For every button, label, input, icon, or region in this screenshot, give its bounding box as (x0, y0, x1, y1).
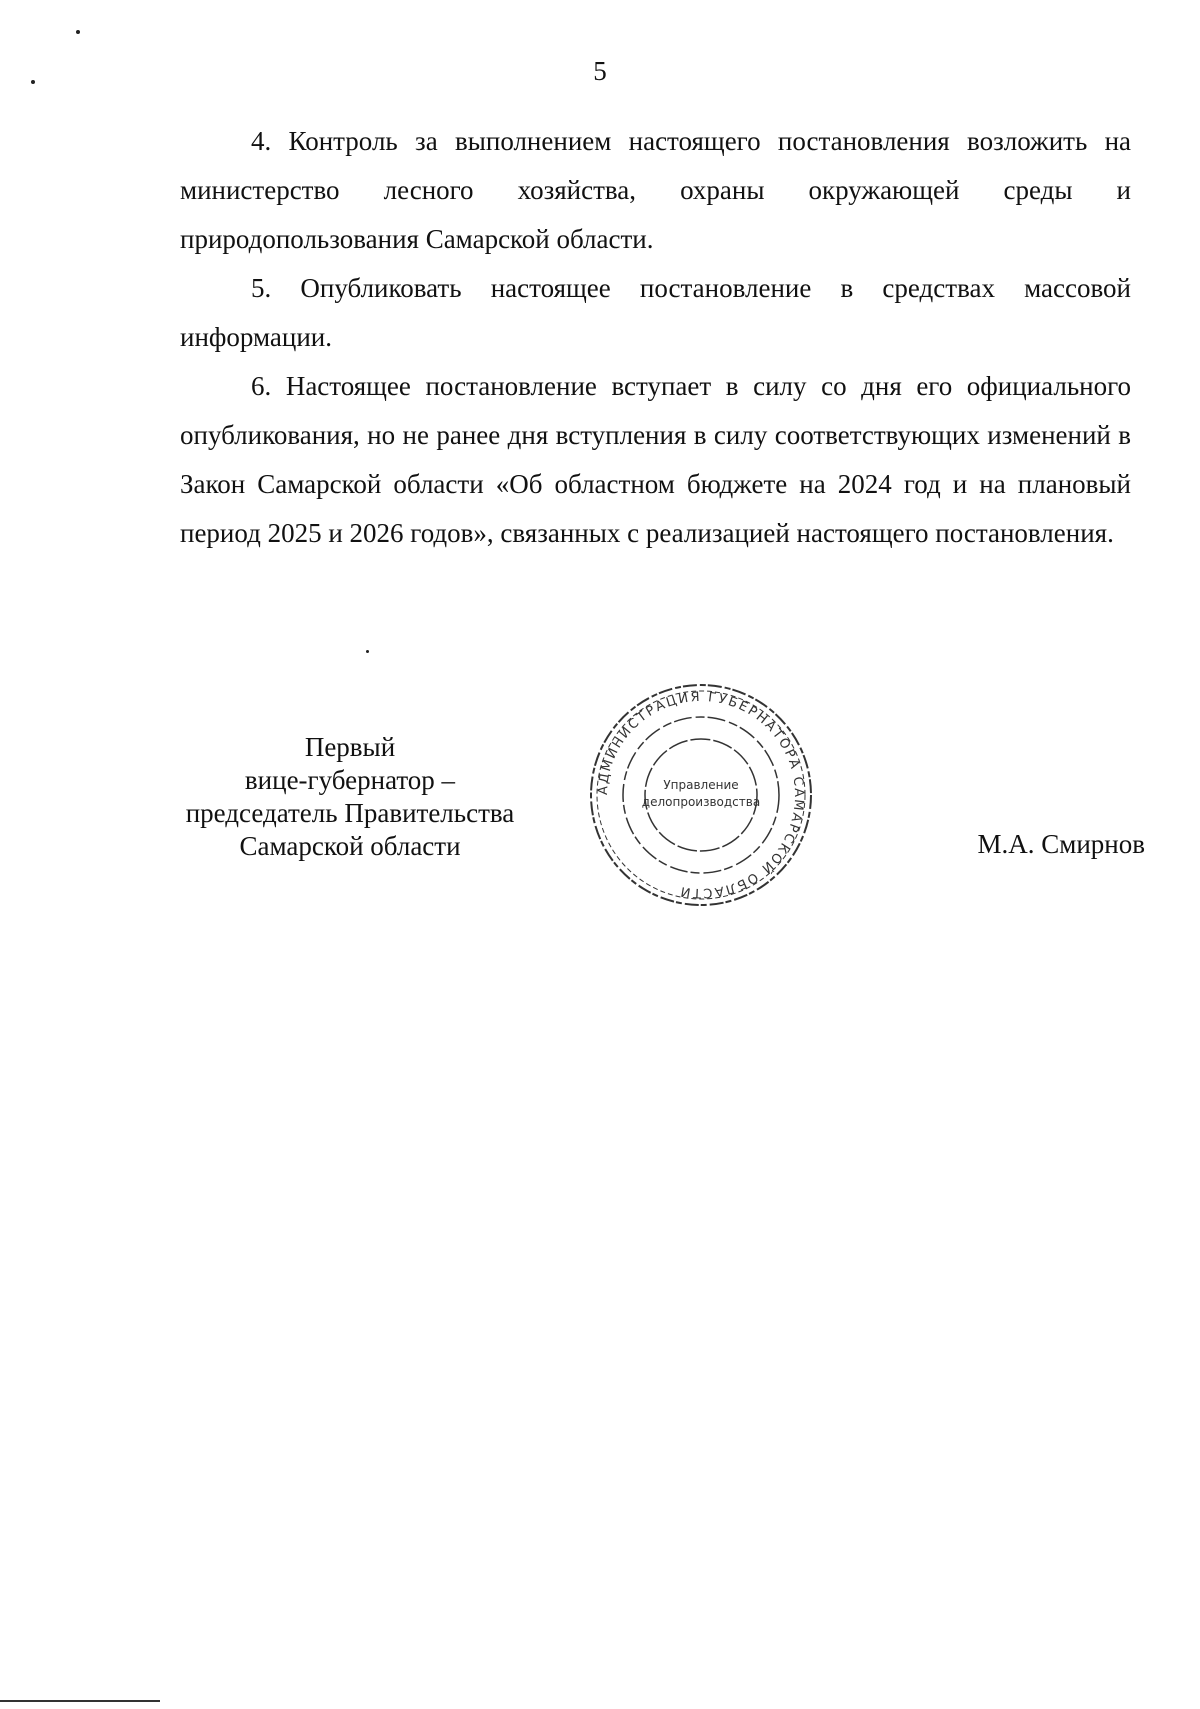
scan-speck (76, 30, 80, 34)
signatory-position-line: Самарской области (239, 831, 461, 861)
page-number: 5 (593, 56, 607, 86)
paragraph-5: 5. Опубликовать настоящее постановление в средствах массовой информации. (180, 273, 1131, 352)
signatory-position-line: Первый (304, 732, 396, 762)
official-seal (586, 680, 816, 910)
paragraph-6: 6. Настоящее постановление вступает в силу со дня его официального опубликования, но не ранее дня вступления в силу соответствующих изменений в Закон Самарской области «Об областном бюджете на 2024 год и на плановый период 2025 и 2026 годов», связанных с реализацией настоящего постановления. (180, 371, 1131, 548)
signatory-name: М.А. Смирнов (977, 829, 1145, 859)
scan-edge-mark (0, 1700, 160, 1702)
signatory-position-line: председатель Правительства (185, 798, 515, 828)
seal-outer-text-path: АДМИНИСТРАЦИЯ ГУБЕРНАТОРА САМАРСКОЙ ОБЛАСТИ (595, 689, 807, 901)
paragraph-4: 4. Контроль за выполнением настоящего постановления возложить на министерство лесного хозяйства, охраны окружающей среды и природопользования Самарской области. (180, 126, 1131, 254)
scan-speck (366, 650, 369, 653)
document-body (180, 117, 1131, 558)
signatory-position-line: вице-губернатор – (244, 765, 456, 795)
signatory-position (160, 731, 540, 863)
seal-inner-line-1: Управление (663, 778, 739, 792)
seal-inner-line-2: делопроизводства (641, 795, 761, 809)
